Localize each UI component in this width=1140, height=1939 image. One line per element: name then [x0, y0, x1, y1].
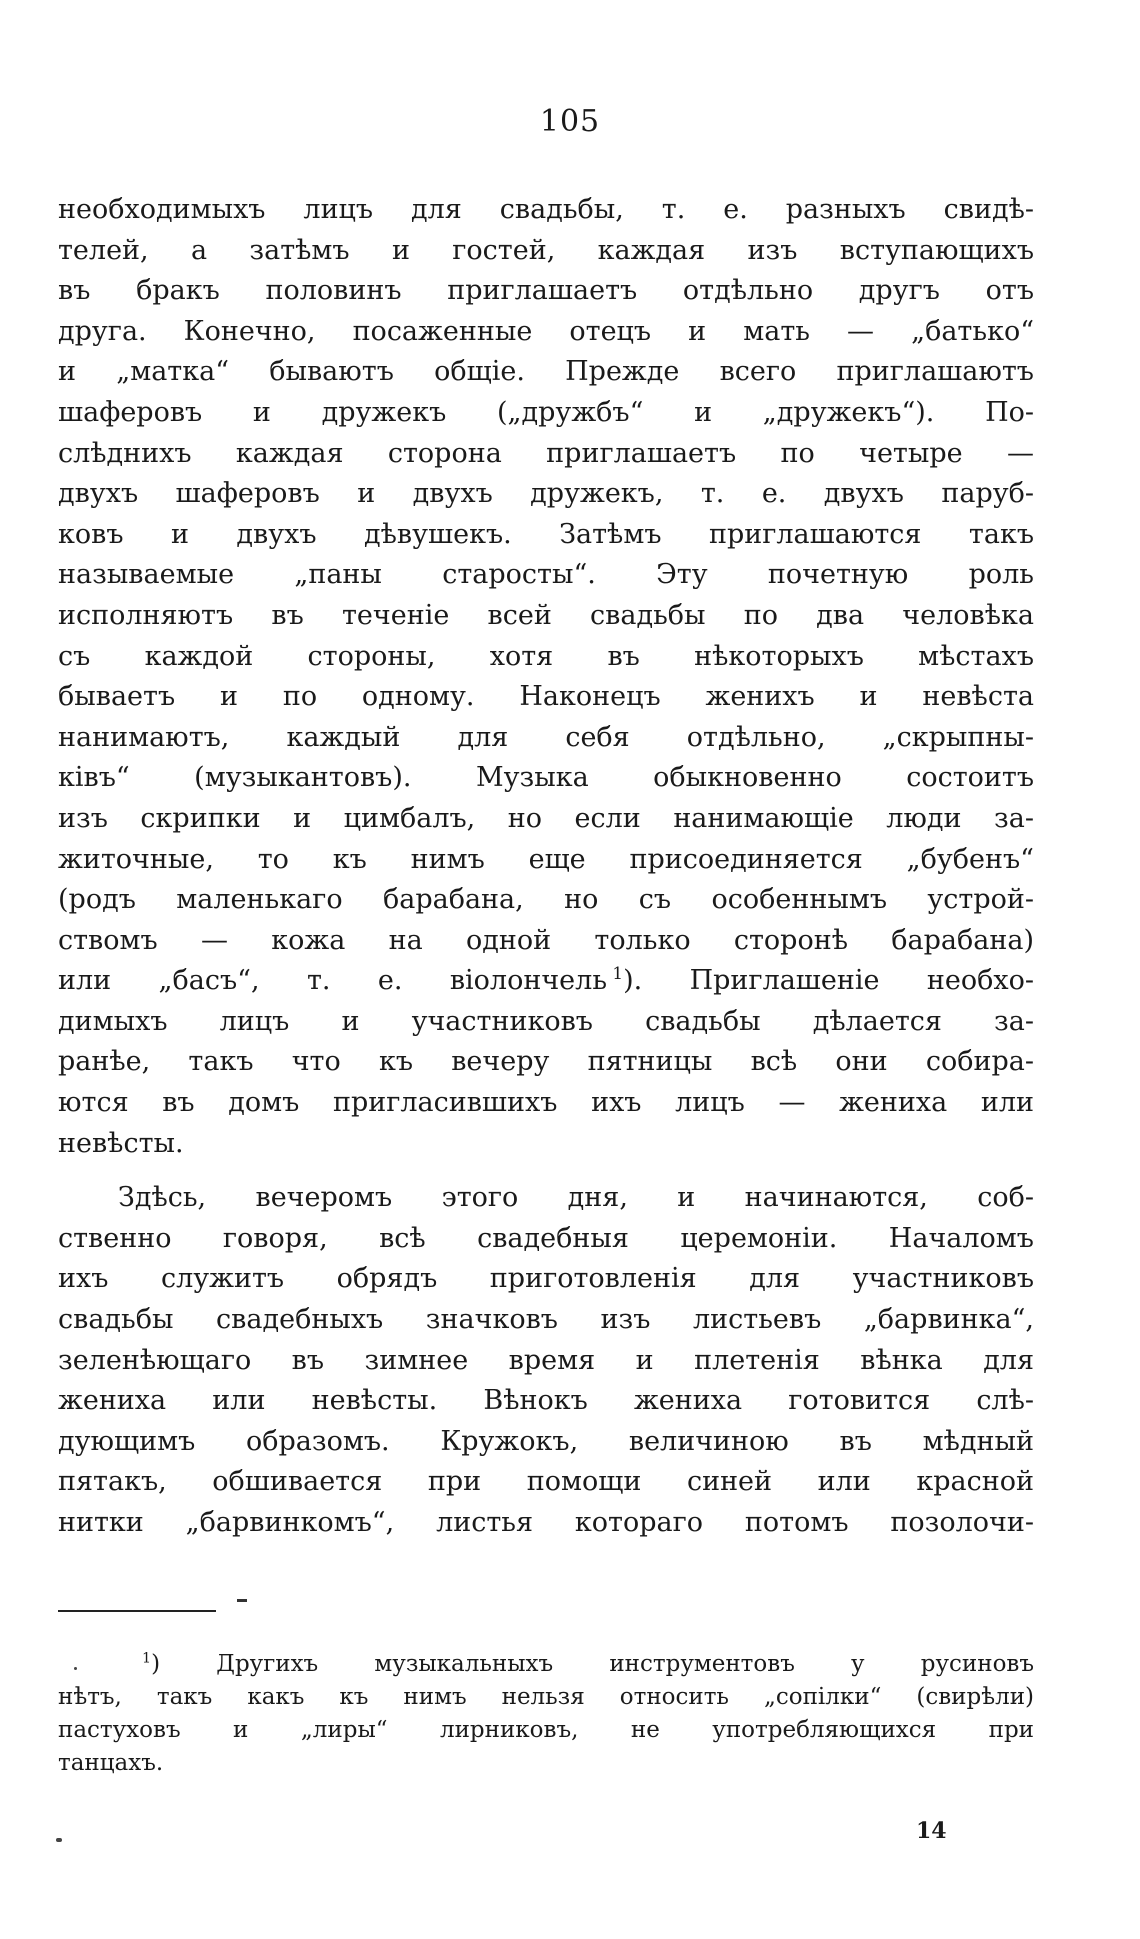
text-line: димыхъ лицъ и участниковъ свадьбы дѣлается за-: [58, 1005, 1034, 1037]
text-line: называемые „паны старосты“. Эту почетную роль: [58, 559, 1034, 591]
print-speck: [74, 1667, 77, 1670]
footnote-text: ) Другихъ музыкальныхъ инструментовъ у русиновъ: [151, 1651, 1034, 1677]
text-line: двухъ шаферовъ и двухъ дружекъ, т. е. двухъ паруб-: [58, 478, 1034, 510]
text-segment: или „басъ“, т. е. віолончель: [58, 965, 608, 997]
text-line: необходимыхъ лицъ для свадьбы, т. е. разныхъ свидѣ-: [58, 194, 1034, 225]
text-line: и „матка“ бываютъ общіе. Прежде всего приглашаютъ: [58, 356, 1034, 388]
text-line: телей, а затѣмъ и гостей, каждая изъ вступающихъ: [58, 234, 1034, 266]
footnote: [58, 1648, 1034, 1780]
text-line: ихъ служитъ обрядъ приготовленія для участниковъ: [58, 1263, 1034, 1295]
print-mark: [237, 1599, 247, 1602]
text-line: жениха или невѣсты. Вѣнокъ жениха готовится слѣ-: [58, 1385, 1034, 1417]
print-speck: [56, 1838, 62, 1842]
text-line: зеленѣющаго въ зимнее время и плетенія вѣнка для: [58, 1344, 1034, 1376]
text-line: ствомъ — кожа на одной только сторонѣ барабана): [58, 924, 1034, 956]
footnote-line: танцахъ.: [58, 1750, 164, 1776]
text-line-with-footnote-ref: [58, 961, 1034, 1002]
text-line: въ бракъ половинъ приглашаетъ отдѣльно другъ отъ: [58, 275, 1034, 307]
text-line: невѣсты.: [58, 1127, 184, 1159]
footnote-line: пастуховъ и „лиры“ лирниковъ, не употребляющихся при: [58, 1717, 1034, 1743]
text-line: ются въ домъ пригласившихъ ихъ лицъ — жениха или: [58, 1087, 1034, 1119]
paragraph-1: [58, 190, 1034, 1164]
text-line: ківъ“ (музыкантовъ). Музыка обыкновенно состоитъ: [58, 762, 1034, 794]
footnote-line: [58, 1648, 1034, 1681]
text-line: исполняютъ въ теченіе всей свадьбы по два человѣка: [58, 599, 1034, 631]
text-line: ковъ и двухъ дѣвушекъ. Затѣмъ приглашаются такъ: [58, 518, 1034, 550]
text-line: слѣднихъ каждая сторона приглашаетъ по четыре —: [58, 437, 1034, 469]
text-line: житочные, то къ нимъ еще присоединяется „бубенъ“: [58, 843, 1034, 875]
text-line: бываетъ и по одному. Наконецъ женихъ и невѣста: [58, 681, 1034, 713]
text-line: съ каждой стороны, хотя въ нѣкоторыхъ мѣстахъ: [58, 640, 1034, 672]
main-text: [58, 190, 1034, 1544]
text-line: изъ скрипки и цимбалъ, но если нанимающіе люди за-: [58, 802, 1034, 834]
text-line: ранѣе, такъ что къ вечеру пятницы всѣ они собира-: [58, 1046, 1034, 1078]
footnote-reference: 1: [612, 963, 624, 984]
text-line: нитки „барвинкомъ“, листья котораго потомъ позолочи-: [58, 1507, 1034, 1538]
footnote-divider: [58, 1610, 216, 1612]
text-line: дующимъ образомъ. Кружокъ, величиною въ мѣдный: [58, 1425, 1034, 1457]
text-line: свадьбы свадебныхъ значковъ изъ листьевъ „барвинка“,: [58, 1304, 1034, 1336]
signature-mark: 14: [916, 1818, 947, 1844]
paragraph-2: [58, 1178, 1034, 1543]
text-line: (родъ маленькаго барабана, но съ особеннымъ устрой-: [58, 884, 1034, 916]
text-line: ственно говоря, всѣ свадебныя церемоніи. Началомъ: [58, 1222, 1034, 1254]
footnote-line: нѣтъ, такъ какъ къ нимъ нельзя относить „сопілки“ (свирѣли): [58, 1684, 1034, 1710]
page-number: 105: [539, 104, 601, 139]
text-line: Здѣсь, вечеромъ этого дня, и начинаются, соб-: [118, 1182, 1034, 1214]
text-line: пятакъ, обшивается при помощи синей или красной: [58, 1466, 1034, 1498]
text-line: шаферовъ и дружекъ („дружбъ“ и „дружекъ“). По-: [58, 396, 1034, 428]
text-line: друга. Конечно, посаженные отецъ и мать — „батько“: [58, 315, 1034, 347]
footnote-marker: 1: [142, 1650, 152, 1667]
paragraph-gap: [58, 1164, 1034, 1178]
text-line: нанимаютъ, каждый для себя отдѣльно, „скрыпны-: [58, 721, 1034, 753]
text-segment: ). Приглашеніе необхо-: [623, 965, 1034, 997]
